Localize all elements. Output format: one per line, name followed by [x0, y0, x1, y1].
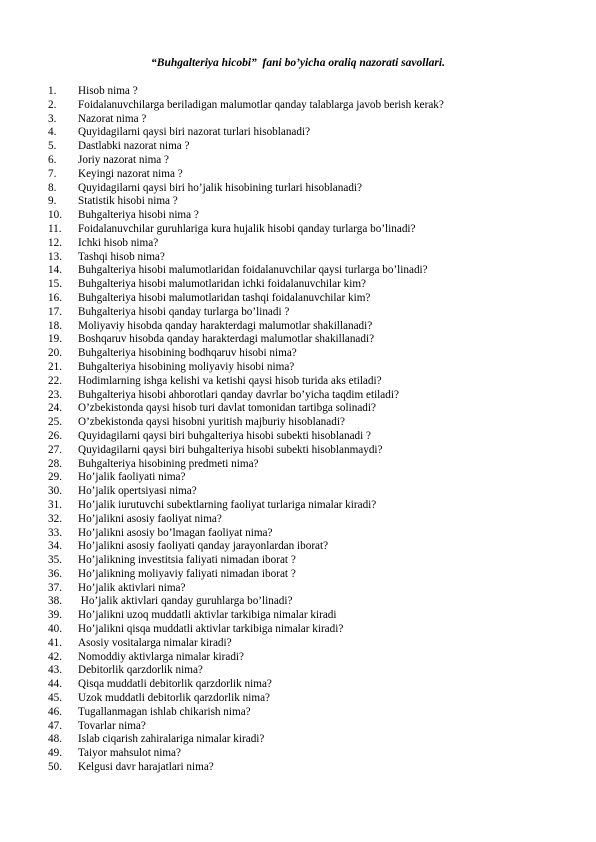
- question-item: [48, 458, 568, 472]
- question-item: [48, 485, 568, 499]
- question-text: Tovarlar nima?: [78, 719, 146, 732]
- question-item: [48, 85, 568, 99]
- question-number: 38.: [48, 595, 62, 608]
- question-number: 37.: [48, 581, 62, 594]
- question-item: [48, 568, 568, 582]
- question-text: Joriy nazorat nima ?: [78, 153, 170, 166]
- question-item: [48, 237, 568, 251]
- question-number: 5.: [48, 140, 57, 153]
- question-text: Buhgalteriya hisobining bodhqaruv hisobi nima?: [78, 347, 297, 360]
- question-text: Buhgalteriya hisobining moliyaviy hisobi nima?: [78, 360, 295, 373]
- question-item: [48, 471, 568, 485]
- question-text: Keyingi nazorat nima ?: [78, 167, 183, 180]
- question-number: 6.: [48, 153, 57, 166]
- question-number: 18.: [48, 319, 62, 332]
- question-text: Ho’jalikni asosiy faoliyat nima?: [78, 512, 222, 525]
- question-item: [48, 320, 568, 334]
- question-item: [48, 720, 568, 734]
- question-number: 49.: [48, 747, 62, 760]
- question-item: [48, 306, 568, 320]
- question-number: 15.: [48, 278, 62, 291]
- question-number: 31.: [48, 498, 62, 511]
- question-number: 22.: [48, 374, 62, 387]
- question-number: 1.: [48, 85, 57, 97]
- question-text: Ho’jalik aktivlari nima?: [78, 581, 186, 594]
- document-title: “Buhgalteriya hicobi” fani bo’yicha oraliq nazorati savollari.: [151, 57, 445, 69]
- question-number: 26.: [48, 429, 62, 442]
- question-item: [48, 361, 568, 375]
- question-text: Kelgusi davr harajatlari nima?: [78, 761, 214, 774]
- question-text: Taiyor mahsulot nima?: [78, 747, 181, 760]
- question-text: Buhgalteriya hisobi ahborotlari qanday davrlar bo’yicha taqdim etiladi?: [78, 388, 399, 401]
- question-list: [48, 85, 568, 775]
- question-text: Ho’jalikni qisqa muddatli aktivlar tarkibiga nimalar kiradi?: [78, 623, 344, 636]
- question-text: Ichki hisob nima?: [78, 236, 159, 249]
- question-text: Ho’jalik aktivlari qanday guruhlarga bo’linadi?: [78, 595, 293, 608]
- question-item: [48, 637, 568, 651]
- question-item: [48, 182, 568, 196]
- question-text: Quyidagilarni qaysi biri buhgalteriya hisobi subekti hisoblanadi ?: [78, 429, 371, 442]
- question-item: [48, 499, 568, 513]
- question-item: [48, 609, 568, 623]
- question-text: Hisob nima ?: [78, 85, 138, 97]
- question-number: 40.: [48, 623, 62, 636]
- question-number: 30.: [48, 485, 62, 498]
- question-item: [48, 154, 568, 168]
- question-item: [48, 99, 568, 113]
- question-item: [48, 540, 568, 554]
- question-text: Foidalanuvchilar guruhlariga kura hujalik hisobi qanday turlarga bo’linadi?: [78, 222, 416, 235]
- question-number: 45.: [48, 692, 62, 705]
- question-number: 29.: [48, 471, 62, 484]
- question-number: 36.: [48, 567, 62, 580]
- question-number: 13.: [48, 250, 62, 263]
- question-number: 46.: [48, 705, 62, 718]
- question-item: [48, 264, 568, 278]
- question-text: Ho’jalik faoliyati nima?: [78, 471, 186, 484]
- question-item: [48, 113, 568, 127]
- question-number: 16.: [48, 291, 62, 304]
- question-text: Hodimlarning ishga kelishi va ketishi qaysi hisob turida aks etiladi?: [78, 374, 382, 387]
- question-text: O’zbekistonda qaysi hisob turi davlat tomonidan tartibga solinadi?: [78, 402, 376, 415]
- question-item: [48, 278, 568, 292]
- question-text: Nomoddiy aktivlarga nimalar kiradi?: [78, 650, 245, 663]
- question-text: Ho’jalik iurutuvchi subektlarning faoliyat turlariga nimalar kiradi?: [78, 498, 377, 511]
- question-number: 41.: [48, 636, 62, 649]
- question-item: [48, 733, 568, 747]
- question-number: 24.: [48, 402, 62, 415]
- question-item: [48, 513, 568, 527]
- question-item: [48, 126, 568, 140]
- question-item: [48, 223, 568, 237]
- question-item: [48, 664, 568, 678]
- question-item: [48, 430, 568, 444]
- question-text: Ho’jalik opertsiyasi nima?: [78, 485, 197, 498]
- question-item: [48, 651, 568, 665]
- question-text: Dastlabki nazorat nima ?: [78, 140, 190, 153]
- question-number: 32.: [48, 512, 62, 525]
- question-item: [48, 761, 568, 775]
- question-item: [48, 623, 568, 637]
- question-number: 11.: [48, 222, 62, 235]
- question-text: Ho’jalikning investitsia faliyati nimadan iborat ?: [78, 554, 296, 567]
- question-text: Buhgalteriya hisobi qanday turlarga bo’linadi ?: [78, 305, 290, 318]
- question-text: Ho’jalikni asosiy faoliyati qanday jarayonlardan iborat?: [78, 540, 329, 553]
- question-number: 12.: [48, 236, 62, 249]
- question-number: 23.: [48, 388, 62, 401]
- question-item: [48, 678, 568, 692]
- question-text: Buhgalteriya hisobi malumotlaridan foidalanuvchilar qaysi turlarga bo’linadi?: [78, 264, 428, 277]
- question-item: [48, 195, 568, 209]
- question-text: Ho’jalikni asosiy bo’lmagan faoliyat nima?: [78, 526, 273, 539]
- question-number: 19.: [48, 333, 62, 346]
- question-item: [48, 416, 568, 430]
- question-text: Quyidagilarni qaysi biri buhgalteriya hisobi subekti hisoblanmaydi?: [78, 443, 383, 456]
- question-number: 14.: [48, 264, 62, 277]
- question-number: 28.: [48, 457, 62, 470]
- question-number: 3.: [48, 112, 57, 125]
- question-number: 43.: [48, 664, 62, 677]
- question-number: 4.: [48, 126, 57, 139]
- question-text: Boshqaruv hisobda qanday harakterdagi malumotlar shakillanadi?: [78, 333, 375, 346]
- question-text: Asosiy vositalarga nimalar kiradi?: [78, 636, 232, 649]
- question-text: Debitorlik qarzdorlik nima?: [78, 664, 203, 677]
- question-number: 48.: [48, 733, 62, 746]
- question-item: [48, 402, 568, 416]
- question-number: 21.: [48, 360, 62, 373]
- question-item: [48, 347, 568, 361]
- question-item: [48, 747, 568, 761]
- question-text: Buhgalteriya hisobi malumotlaridan ichki foidalanuvchilar kim?: [78, 278, 367, 291]
- question-text: Moliyaviy hisobda qanday harakterdagi malumotlar shakillanadi?: [78, 319, 373, 332]
- question-number: 34.: [48, 540, 62, 553]
- question-number: 50.: [48, 761, 62, 774]
- question-number: 7.: [48, 167, 57, 180]
- question-text: Buhgalteriya hisobining predmeti nima?: [78, 457, 259, 470]
- question-item: [48, 140, 568, 154]
- question-text: Qisqa muddatli debitorlik qarzdorlik nima?: [78, 678, 272, 691]
- question-number: 33.: [48, 526, 62, 539]
- question-item: [48, 706, 568, 720]
- question-number: 20.: [48, 347, 62, 360]
- question-item: [48, 692, 568, 706]
- question-number: 2.: [48, 98, 57, 111]
- question-number: 17.: [48, 305, 62, 318]
- question-number: 27.: [48, 443, 62, 456]
- question-number: 42.: [48, 650, 62, 663]
- question-item: [48, 292, 568, 306]
- question-text: Uzok muddatli debitorlik qarzdorlik nima?: [78, 692, 271, 705]
- question-text: Tugallanmagan ishlab chikarish nima?: [78, 705, 251, 718]
- question-item: [48, 333, 568, 347]
- question-text: Nazorat nima ?: [78, 112, 147, 125]
- question-number: 10.: [48, 209, 62, 222]
- question-text: Ho’jalikni uzoq muddatli aktivlar tarkibiga nimalar kiradi: [78, 609, 337, 622]
- question-text: Islab ciqarish zahiralariga nimalar kiradi?: [78, 733, 265, 746]
- question-number: 39.: [48, 609, 62, 622]
- question-text: Quyidagilarni qaysi biri ho’jalik hisobining turlari hisoblanadi?: [78, 181, 362, 194]
- question-number: 8.: [48, 181, 57, 194]
- question-text: Quyidagilarni qaysi biri nazorat turlari hisoblanadi?: [78, 126, 311, 139]
- question-text: Ho’jalikning moliyaviy faliyati nimadan iborat ?: [78, 567, 296, 580]
- question-text: Buhgalteriya hisobi nima ?: [78, 209, 199, 222]
- question-text: Buhgalteriya hisobi malumotlaridan tashqi foidalanuvchilar kim?: [78, 291, 371, 304]
- question-item: [48, 389, 568, 403]
- question-number: 44.: [48, 678, 62, 691]
- question-text: Tashqi hisob nima?: [78, 250, 165, 263]
- question-item: [48, 595, 568, 609]
- question-item: [48, 168, 568, 182]
- question-number: 9.: [48, 195, 57, 208]
- question-item: [48, 375, 568, 389]
- question-text: Foidalanuvchilarga beriladigan malumotlar qanday talablarga javob berish kerak?: [78, 98, 444, 111]
- question-item: [48, 582, 568, 596]
- question-text: Statistik hisobi nima ?: [78, 195, 178, 208]
- question-number: 47.: [48, 719, 62, 732]
- question-text: O’zbekistonda qaysi hisobni yuritish majburiy hisoblanadi?: [78, 416, 345, 429]
- question-number: 35.: [48, 554, 62, 567]
- question-item: [48, 554, 568, 568]
- question-item: [48, 527, 568, 541]
- question-item: [48, 209, 568, 223]
- question-item: [48, 444, 568, 458]
- question-item: [48, 251, 568, 265]
- question-number: 25.: [48, 416, 62, 429]
